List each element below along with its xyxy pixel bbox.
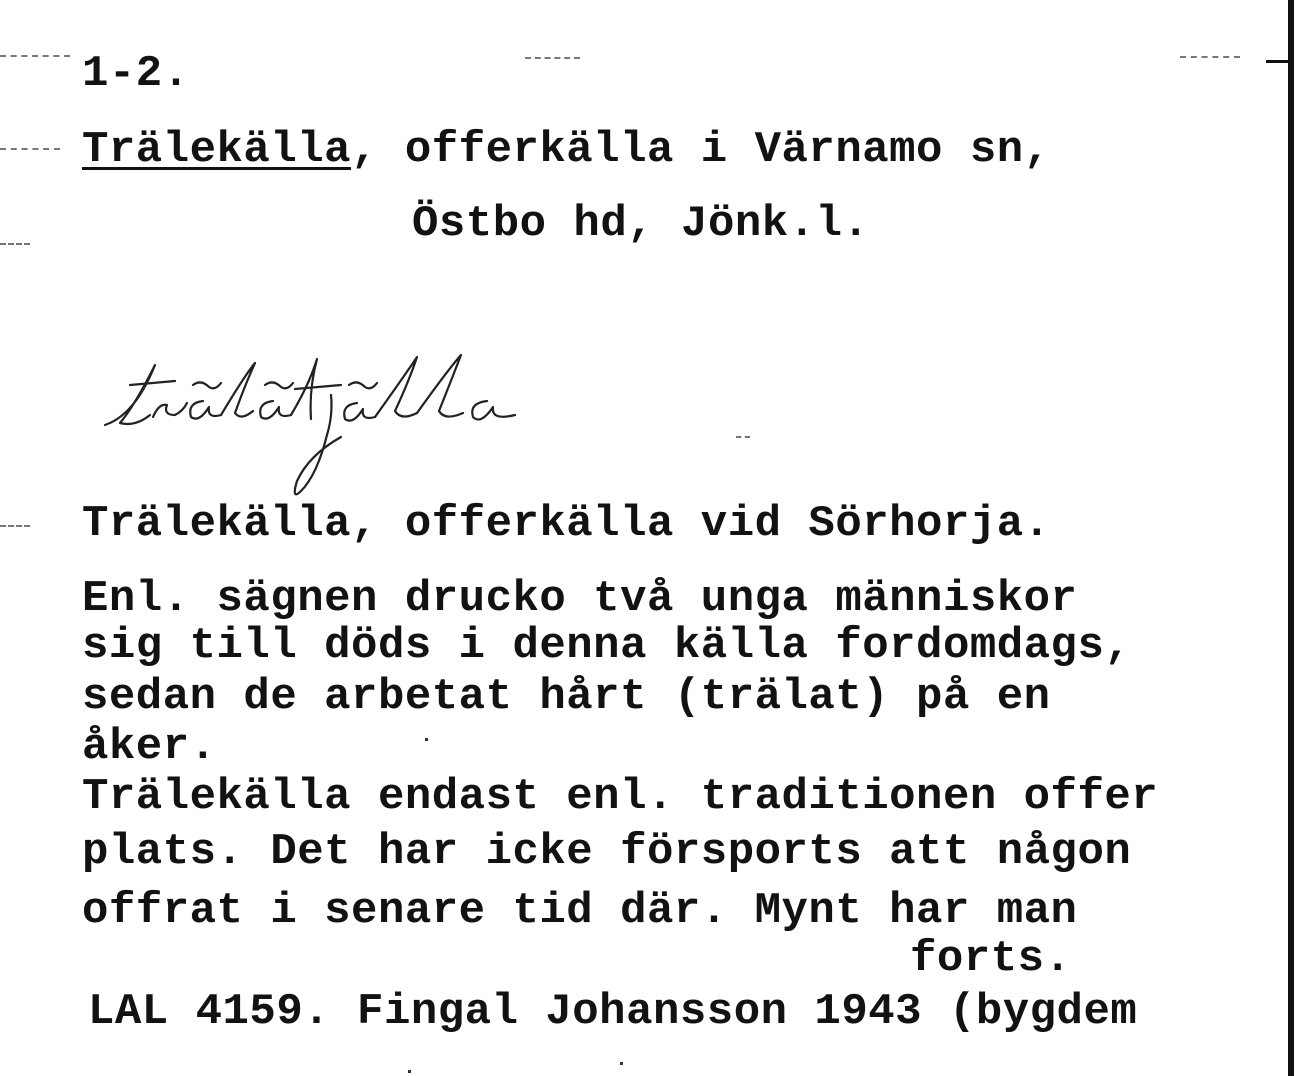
- body-line: Trälekälla endast enl. traditionen offer: [82, 772, 1159, 822]
- title-line: [82, 125, 1051, 175]
- card-edge-tick: [1266, 60, 1294, 63]
- body-line: Enl. sägnen drucko två unga människor: [82, 574, 1078, 624]
- margin-dash: [0, 148, 60, 151]
- title-rest: , offerkälla i Värnamo sn,: [351, 125, 1051, 175]
- ink-speck: [425, 738, 428, 741]
- headword: Trälekälla: [82, 125, 352, 175]
- card-number: 1-2.: [82, 49, 190, 99]
- margin-dash: [525, 57, 580, 60]
- body-line: sedan de arbetat hårt (trälat) på en: [82, 672, 1051, 722]
- continued-note: forts.: [910, 934, 1072, 984]
- margin-dash: [0, 525, 30, 528]
- handwriting-image: [95, 345, 595, 505]
- ink-speck: [408, 1070, 411, 1073]
- margin-dash: [736, 436, 750, 439]
- margin-dash: [1180, 56, 1240, 59]
- body-line: åker.: [82, 722, 217, 772]
- location-line: Östbo hd, Jönk.l.: [412, 199, 870, 249]
- card-edge-rule: [1288, 0, 1294, 1076]
- body-line: plats. Det har icke försports att någon: [82, 827, 1132, 877]
- ink-speck: [620, 1062, 623, 1065]
- body-line: offrat i senare tid där. Mynt har man: [82, 886, 1078, 936]
- source-line: LAL 4159. Fingal Johansson 1943 (bygdem: [88, 987, 1138, 1037]
- handwritten-form: [95, 345, 595, 505]
- body-line: sig till döds i denna källa fordomdags,: [82, 621, 1132, 671]
- margin-dash: [0, 55, 70, 58]
- margin-dash: [0, 243, 30, 246]
- entry-line: Trälekälla, offerkälla vid Sörhorja.: [82, 499, 1051, 549]
